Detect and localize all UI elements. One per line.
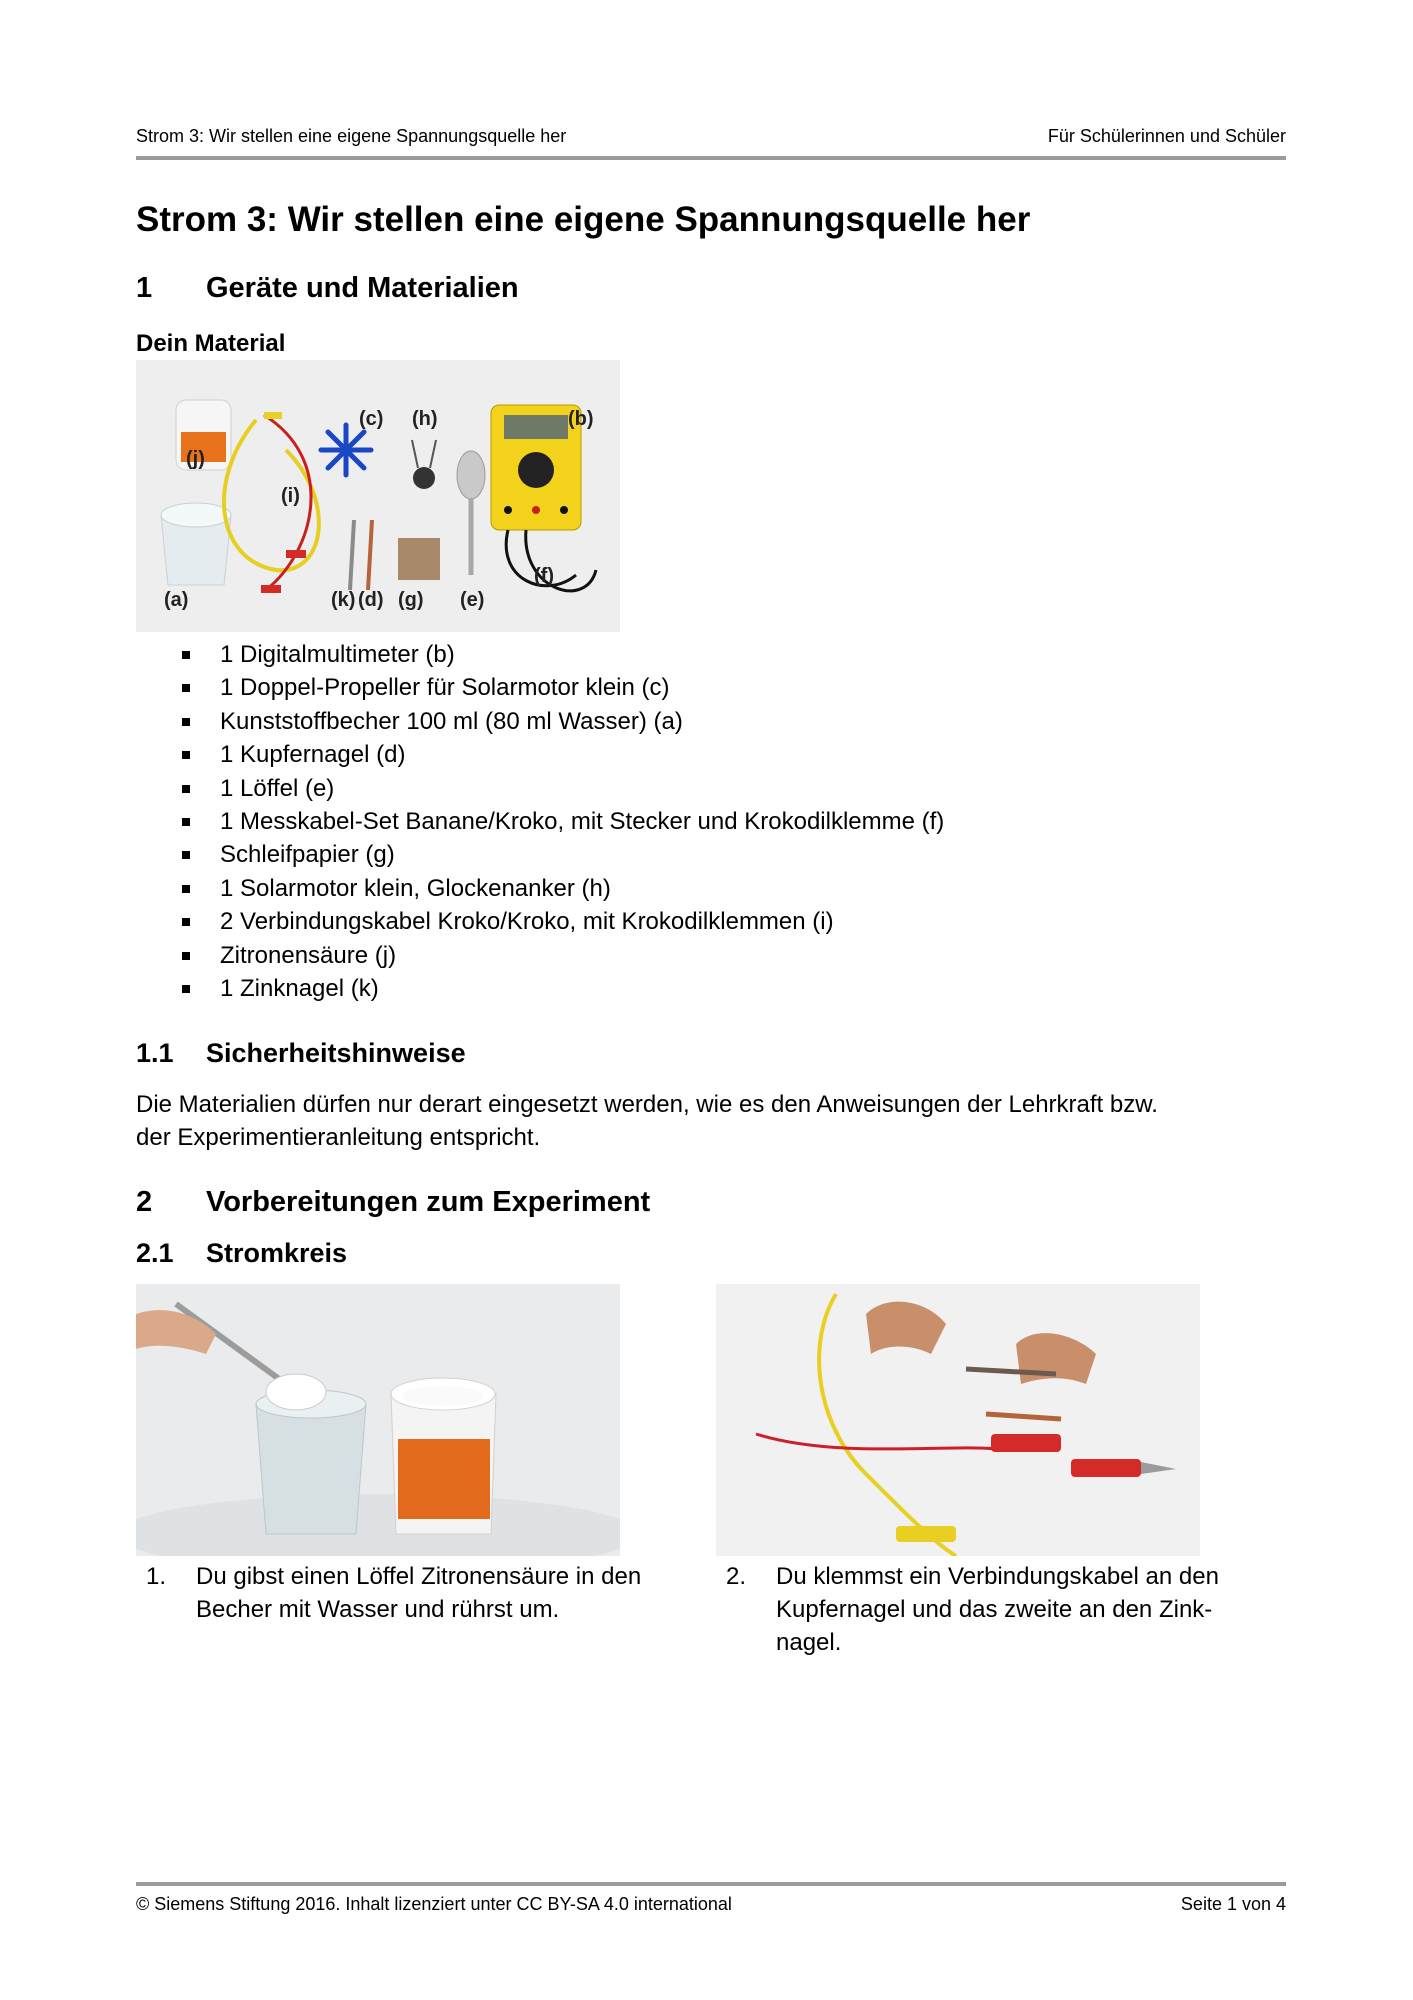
material-illustration: [136, 360, 620, 632]
list-item: 1 Solarmotor klein, Glockenanker (h): [136, 872, 1286, 905]
bullet-icon: [182, 751, 190, 759]
step-line: Becher mit Wasser und rührst um.: [196, 1596, 560, 1623]
step-number: 2.: [726, 1563, 747, 1590]
section-1-1-heading: [136, 1038, 466, 1069]
step-line: nagel.: [776, 1629, 842, 1656]
page-header: [136, 126, 1286, 156]
bullet-icon: [182, 718, 190, 726]
figure-label: (k): [331, 589, 356, 611]
section-title: Sicherheitshinweise: [206, 1038, 466, 1068]
section-number: 1: [136, 272, 153, 304]
step-2: [726, 1560, 1266, 1670]
step-number: 1.: [146, 1563, 167, 1590]
header-title: Strom 3: Wir stellen eine eigene Spannungsquelle her: [136, 126, 567, 146]
bullet-icon: [182, 818, 190, 826]
bullet-icon: [182, 684, 190, 692]
list-item: 1 Messkabel-Set Banane/Kroko, mit Stecker und Krokodilklemme (f): [136, 805, 1286, 838]
bullet-icon: [182, 918, 190, 926]
material-list: [136, 638, 1286, 1005]
section-number: 2: [136, 1186, 153, 1218]
bullet-icon: [182, 851, 190, 859]
footer-rule: [136, 1882, 1286, 1886]
list-item: Zitronensäure (j): [136, 939, 1286, 972]
paragraph-line: der Experimentieranleitung entspricht.: [136, 1124, 541, 1151]
list-item: Schleifpapier (g): [136, 838, 1286, 871]
figure-label: (g): [398, 589, 424, 611]
figure-label: (f): [534, 565, 554, 587]
list-item: 1 Doppel-Propeller für Solarmotor klein (c): [136, 671, 1286, 704]
figure-label: (j): [186, 448, 205, 470]
list-item: Kunststoffbecher 100 ml (80 ml Wasser) (a): [136, 705, 1286, 738]
figure-label: (e): [460, 589, 485, 611]
step-text: [776, 1560, 1219, 1659]
list-item: 1 Löffel (e): [136, 772, 1286, 805]
step-1-illustration: [136, 1284, 620, 1556]
list-item: 1 Zinknagel (k): [136, 972, 1286, 1005]
figure-label: (a): [164, 589, 189, 611]
page-number: Seite 1 von 4: [1180, 1894, 1286, 1914]
section-2-heading: [136, 1186, 650, 1219]
step-text: [196, 1560, 641, 1626]
material-subheading: Dein Material: [136, 330, 286, 357]
header-rule: [136, 156, 1286, 160]
step-1: [146, 1560, 666, 1640]
bullet-icon: [182, 985, 190, 993]
safety-paragraph: [136, 1088, 1286, 1154]
section-title: Stromkreis: [206, 1238, 348, 1268]
step-line: Du klemmst ein Verbindungskabel an den: [776, 1563, 1219, 1590]
footer-license: © Siemens Stiftung 2016. Inhalt lizenziert unter CC BY-SA 4.0 international: [136, 1894, 732, 1914]
paragraph-line: Die Materialien dürfen nur derart eingesetzt werden, wie es den Anweisungen der Lehrkraft bzw.: [136, 1091, 1158, 1118]
list-item: 1 Kupfernagel (d): [136, 738, 1286, 771]
list-item: 2 Verbindungskabel Kroko/Kroko, mit Krokodilklemmen (i): [136, 905, 1286, 938]
material-photo: [136, 360, 620, 632]
step-line: Kupfernagel und das zweite an den Zink-: [776, 1596, 1213, 1623]
step-2-illustration: [716, 1284, 1200, 1556]
figure-label: (i): [281, 485, 300, 507]
header-audience: Für Schülerinnen und Schüler: [1047, 126, 1286, 146]
step-2-photo: [716, 1284, 1200, 1556]
section-1-heading: [136, 272, 519, 305]
figure-label: (h): [412, 408, 438, 430]
section-title: Geräte und Materialien: [206, 272, 519, 304]
document-title: Strom 3: Wir stellen eine eigene Spannungsquelle her: [136, 200, 1031, 239]
step-line: Du gibst einen Löffel Zitronensäure in den: [196, 1563, 642, 1590]
section-title: Vorbereitungen zum Experiment: [206, 1186, 651, 1218]
figure-label: (b): [568, 408, 594, 430]
figure-label: (c): [359, 408, 384, 430]
bullet-icon: [182, 651, 190, 659]
section-number: 1.1: [136, 1038, 174, 1068]
bullet-icon: [182, 952, 190, 960]
section-2-1-heading: [136, 1238, 347, 1269]
bullet-icon: [182, 885, 190, 893]
step-1-photo: [136, 1284, 620, 1556]
list-item: 1 Digitalmultimeter (b): [136, 638, 1286, 671]
section-number: 2.1: [136, 1238, 174, 1268]
bullet-icon: [182, 785, 190, 793]
figure-label: (d): [358, 589, 384, 611]
